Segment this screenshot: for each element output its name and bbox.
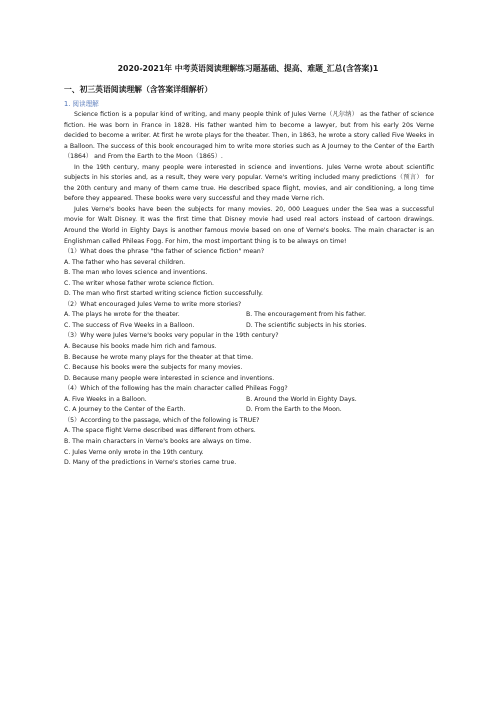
answer-option: C. Jules Verne only wrote in the 19th century. — [64, 448, 204, 456]
answer-option: C. The writer whose father wrote science fiction. — [64, 279, 215, 287]
answer-option: D. The man who first started writing science fiction successfully. — [64, 290, 263, 298]
answer-option: B. The main characters in Verne's books are always on time. — [64, 437, 252, 445]
question-stem: （4）Which of the following has the main character called Phileas Fogg? — [64, 385, 288, 393]
reading-body — [64, 110, 434, 469]
answer-option: A. The space flight Verne described was different from others. — [64, 427, 256, 435]
question-label: 阅读理解 — [72, 100, 99, 108]
answer-option: C. The success of Five Weeks in a Balloon. — [64, 321, 195, 329]
question-stem: （1）What does the phrase "the father of science fiction" mean? — [64, 248, 265, 256]
answer-option: B. Because he wrote many plays for the theater at that time. — [64, 353, 254, 361]
document-title: 2020-2021年 中考英语阅读理解练习题基础、提高、难题_汇总(含答案)1 — [117, 64, 379, 73]
question-1 — [64, 247, 434, 300]
answer-option: D. Many of the predictions in Verne's stories came true. — [64, 459, 237, 467]
option-row — [64, 405, 434, 416]
answer-option: A. Five Weeks in a Balloon. — [64, 395, 147, 403]
answer-option: B. The man who loves science and inventions. — [64, 269, 208, 277]
answer-option: A. Because his books made him rich and famous. — [64, 343, 217, 351]
option-row — [64, 395, 434, 406]
question-stem: （2）What encouraged Jules Verne to write more stories? — [64, 300, 242, 308]
answer-option: A. The father who has several children. — [64, 258, 186, 266]
answer-option: B. The encouragement from his father. — [246, 311, 366, 319]
question-heading — [64, 98, 99, 108]
option-row — [64, 310, 434, 321]
question-number: 1. — [64, 100, 71, 108]
answer-option: D. Because many people were interested in science and inventions. — [64, 374, 275, 382]
passage-paragraph: Jules Verne's books have been the subjects for many movies. 20, 000 Leagues under the Sea was a successful movie for Walt Disney. It was the first time that Disney movie had used real actors instead of cartoon drawings. Around the World in Eighty Days is another famous movie based on one of Verne's books. The main character is an Englishman called Phileas Fogg. For him, the most important thing is to be always on time! — [64, 205, 434, 245]
section-heading: 一、初三英语阅读理解（含答案详细解析） — [64, 85, 213, 94]
answer-option: D. The scientific subjects in his stories. — [246, 321, 367, 329]
question-4 — [64, 384, 434, 416]
answer-option: D. From the Earth to the Moon. — [246, 406, 342, 414]
answer-option: C. Because his books were the subjects for many movies. — [64, 364, 243, 372]
question-5 — [64, 416, 434, 469]
passage-paragraph: Science fiction is a popular kind of writing, and many people think of Jules Verne（凡尔纳） as the father of science fiction. He was born in France in 1828. His father wanted him to become a lawyer, but from his early 20s Verne decided to become a writer. At first he wrote plays for the theater. Then, in 1863, he wrote a story called Five Weeks in a Balloon. The success of this book encouraged him to write more stories such as A Journey to the Center of the Earth（1864） and From the Earth to the Moon（1865）. — [64, 111, 434, 161]
question-stem: （5）According to the passage, which of the following is TRUE? — [64, 416, 260, 424]
option-row — [64, 321, 434, 332]
question-3 — [64, 331, 434, 384]
answer-option: A. The plays he wrote for the theater. — [64, 311, 180, 319]
answer-option: B. Around the World in Eighty Days. — [246, 395, 357, 403]
question-2 — [64, 300, 434, 332]
passage-paragraph: In the 19th century, many people were interested in science and inventions. Jules Verne wrote about scientific subjects in his stories and, as a result, they were very popular. Verne's writing included many predictions（预言） for the 20th century and many of them came true. He described space flight, movies, and air conditioning, a long time before they appeared. These books were very successful and they made Verne rich. — [64, 163, 434, 203]
question-stem: （3）Why were Jules Verne's books very popular in the 19th century? — [64, 332, 279, 340]
answer-option: C. A Journey to the Center of the Earth. — [64, 406, 186, 414]
